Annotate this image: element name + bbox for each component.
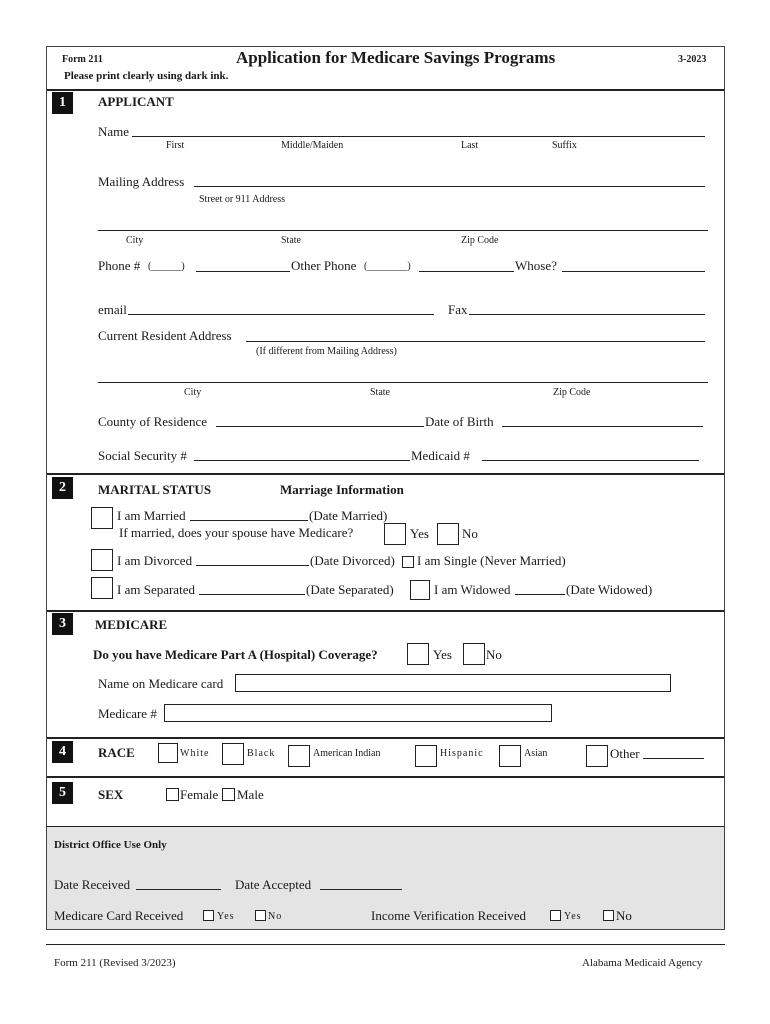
other-phone-label: Other Phone [291, 258, 357, 273]
whose-label: Whose? [515, 258, 557, 273]
ssn-field[interactable] [194, 460, 410, 461]
medicaid-field[interactable] [482, 460, 699, 461]
separated-checkbox[interactable] [91, 577, 113, 599]
income-yes-label: Yes [564, 911, 582, 922]
date-separated-field[interactable] [199, 594, 305, 595]
phone-field[interactable] [196, 271, 290, 272]
section-number: 3 [52, 613, 73, 635]
income-no-checkbox[interactable] [603, 910, 614, 921]
part-a-no-checkbox[interactable] [463, 643, 485, 665]
sex-male-checkbox[interactable] [222, 788, 235, 801]
part-a-yes-checkbox[interactable] [407, 643, 429, 665]
income-yes-checkbox[interactable] [550, 910, 561, 921]
date-accepted-field[interactable] [320, 889, 402, 890]
divorced-label: I am Divorced [117, 553, 193, 568]
form-revision: 3-2023 [678, 54, 707, 65]
resident-address-field[interactable] [246, 341, 705, 342]
mailing-address-field[interactable] [194, 186, 705, 187]
race-other-field[interactable] [643, 758, 704, 759]
section-title: MARITAL STATUS [98, 482, 212, 497]
part-a-question: Do you have Medicare Part A (Hospital) Coverage? [93, 647, 378, 662]
footer-revision: Form 211 (Revised 3/2023) [54, 957, 176, 969]
dob-field[interactable] [502, 426, 703, 427]
state-caption: State [281, 235, 301, 246]
section-number: 1 [52, 92, 73, 114]
mailing-city-state-field[interactable] [98, 230, 708, 231]
section-divider [47, 737, 724, 739]
office-use-title: District Office Use Only [54, 839, 167, 851]
race-hispanic-label: Hispanic [440, 748, 484, 759]
section-divider [47, 473, 724, 475]
resident-address-caption: (If different from Mailing Address) [256, 346, 397, 357]
phone-label: Phone # [98, 258, 141, 273]
section-divider [47, 89, 724, 91]
resident-city-caption: City [184, 387, 202, 398]
medicare-card-name-label: Name on Medicare card [98, 676, 224, 691]
date-widowed-label: (Date Widowed) [566, 582, 653, 597]
section-divider [47, 776, 724, 778]
card-received-label: Medicare Card Received [54, 908, 184, 923]
date-separated-label: (Date Separated) [306, 582, 394, 597]
sex-male-label: Male [237, 787, 264, 802]
race-black-checkbox[interactable] [222, 743, 244, 765]
name-last-caption: Last [461, 140, 479, 151]
print-instruction: Please print clearly using dark ink. [64, 70, 229, 82]
race-asian-checkbox[interactable] [499, 745, 521, 767]
fax-field[interactable] [469, 314, 705, 315]
fax-label: Fax [448, 302, 468, 317]
race-hispanic-checkbox[interactable] [415, 745, 437, 767]
other-phone-field[interactable] [419, 271, 514, 272]
married-checkbox[interactable] [91, 507, 113, 529]
section-number: 2 [52, 477, 73, 499]
income-no-label: No [616, 908, 632, 923]
zip-caption: Zip Code [461, 235, 499, 246]
name-label: Name [98, 124, 130, 139]
email-label: email [98, 302, 127, 317]
section-title: SEX [98, 787, 124, 802]
single-label: I am Single (Never Married) [417, 553, 566, 568]
race-american-indian-label: American Indian [313, 748, 381, 759]
ssn-label: Social Security # [98, 448, 187, 463]
dob-label: Date of Birth [425, 414, 494, 429]
section-number: 4 [52, 741, 73, 763]
divorced-checkbox[interactable] [91, 549, 113, 571]
footer-agency: Alabama Medicaid Agency [582, 957, 703, 969]
spouse-yes-label: Yes [410, 526, 429, 541]
sex-female-label: Female [180, 787, 219, 802]
name-suffix-caption: Suffix [552, 140, 577, 151]
name-field[interactable] [132, 136, 705, 137]
date-divorced-label: (Date Divorced) [310, 553, 395, 568]
phone-area-code: (______) [148, 261, 185, 272]
section-title: MEDICARE [95, 617, 168, 632]
race-white-checkbox[interactable] [158, 743, 178, 763]
section-title: APPLICANT [98, 94, 174, 109]
other-phone-area-code: (________) [364, 261, 411, 272]
name-middle-caption: Middle/Maiden [281, 140, 344, 151]
medicare-number-input[interactable] [164, 704, 552, 722]
date-divorced-field[interactable] [196, 565, 309, 566]
part-a-no-label: No [486, 647, 502, 662]
card-received-yes-checkbox[interactable] [203, 910, 214, 921]
card-received-yes-label: Yes [217, 911, 235, 922]
section-number: 5 [52, 782, 73, 804]
section-divider [47, 610, 724, 612]
race-asian-label: Asian [524, 748, 548, 759]
street-caption: Street or 911 Address [199, 194, 286, 205]
footer-divider [46, 944, 725, 945]
date-married-label: (Date Married) [309, 508, 388, 523]
medicaid-label: Medicaid # [411, 448, 470, 463]
date-received-field[interactable] [136, 889, 221, 890]
page-title: Application for Medicare Savings Programs [236, 48, 556, 67]
card-received-no-checkbox[interactable] [255, 910, 266, 921]
part-a-yes-label: Yes [433, 647, 452, 662]
resident-state-caption: State [370, 387, 390, 398]
date-married-field[interactable] [190, 520, 308, 521]
widowed-checkbox[interactable] [410, 580, 430, 600]
race-other-checkbox[interactable] [586, 745, 608, 767]
resident-zip-caption: Zip Code [553, 387, 591, 398]
race-american-indian-checkbox[interactable] [288, 745, 310, 767]
city-caption: City [126, 235, 144, 246]
single-checkbox[interactable] [402, 556, 414, 568]
separated-label: I am Separated [117, 582, 195, 597]
medicare-number-label: Medicare # [98, 706, 157, 721]
section-title: RACE [98, 745, 135, 760]
spouse-medicare-question: If married, does your spouse have Medicare? [119, 525, 354, 540]
race-other-label: Other [610, 746, 640, 761]
married-label: I am Married [117, 508, 186, 523]
county-label: County of Residence [98, 414, 208, 429]
card-received-no-label: No [268, 911, 283, 922]
resident-address-label: Current Resident Address [98, 328, 232, 343]
county-field[interactable] [216, 426, 424, 427]
spouse-no-label: No [462, 526, 478, 541]
widowed-label: I am Widowed [434, 582, 511, 597]
section-subtitle: Marriage Information [280, 482, 404, 497]
form-id: Form 211 [62, 54, 103, 65]
mailing-address-label: Mailing Address [98, 174, 185, 189]
sex-female-checkbox[interactable] [166, 788, 179, 801]
resident-city-state-field[interactable] [98, 382, 708, 383]
date-widowed-field[interactable] [515, 594, 565, 595]
race-black-label: Black [247, 748, 276, 759]
spouse-no-checkbox[interactable] [437, 523, 459, 545]
income-received-label: Income Verification Received [371, 908, 526, 923]
race-white-label: White [180, 748, 210, 759]
medicare-card-name-input[interactable] [235, 674, 671, 692]
date-accepted-label: Date Accepted [235, 877, 312, 892]
office-divider [47, 826, 724, 827]
date-received-label: Date Received [54, 877, 131, 892]
whose-field[interactable] [562, 271, 705, 272]
email-field[interactable] [128, 314, 434, 315]
name-first-caption: First [166, 140, 185, 151]
spouse-yes-checkbox[interactable] [384, 523, 406, 545]
